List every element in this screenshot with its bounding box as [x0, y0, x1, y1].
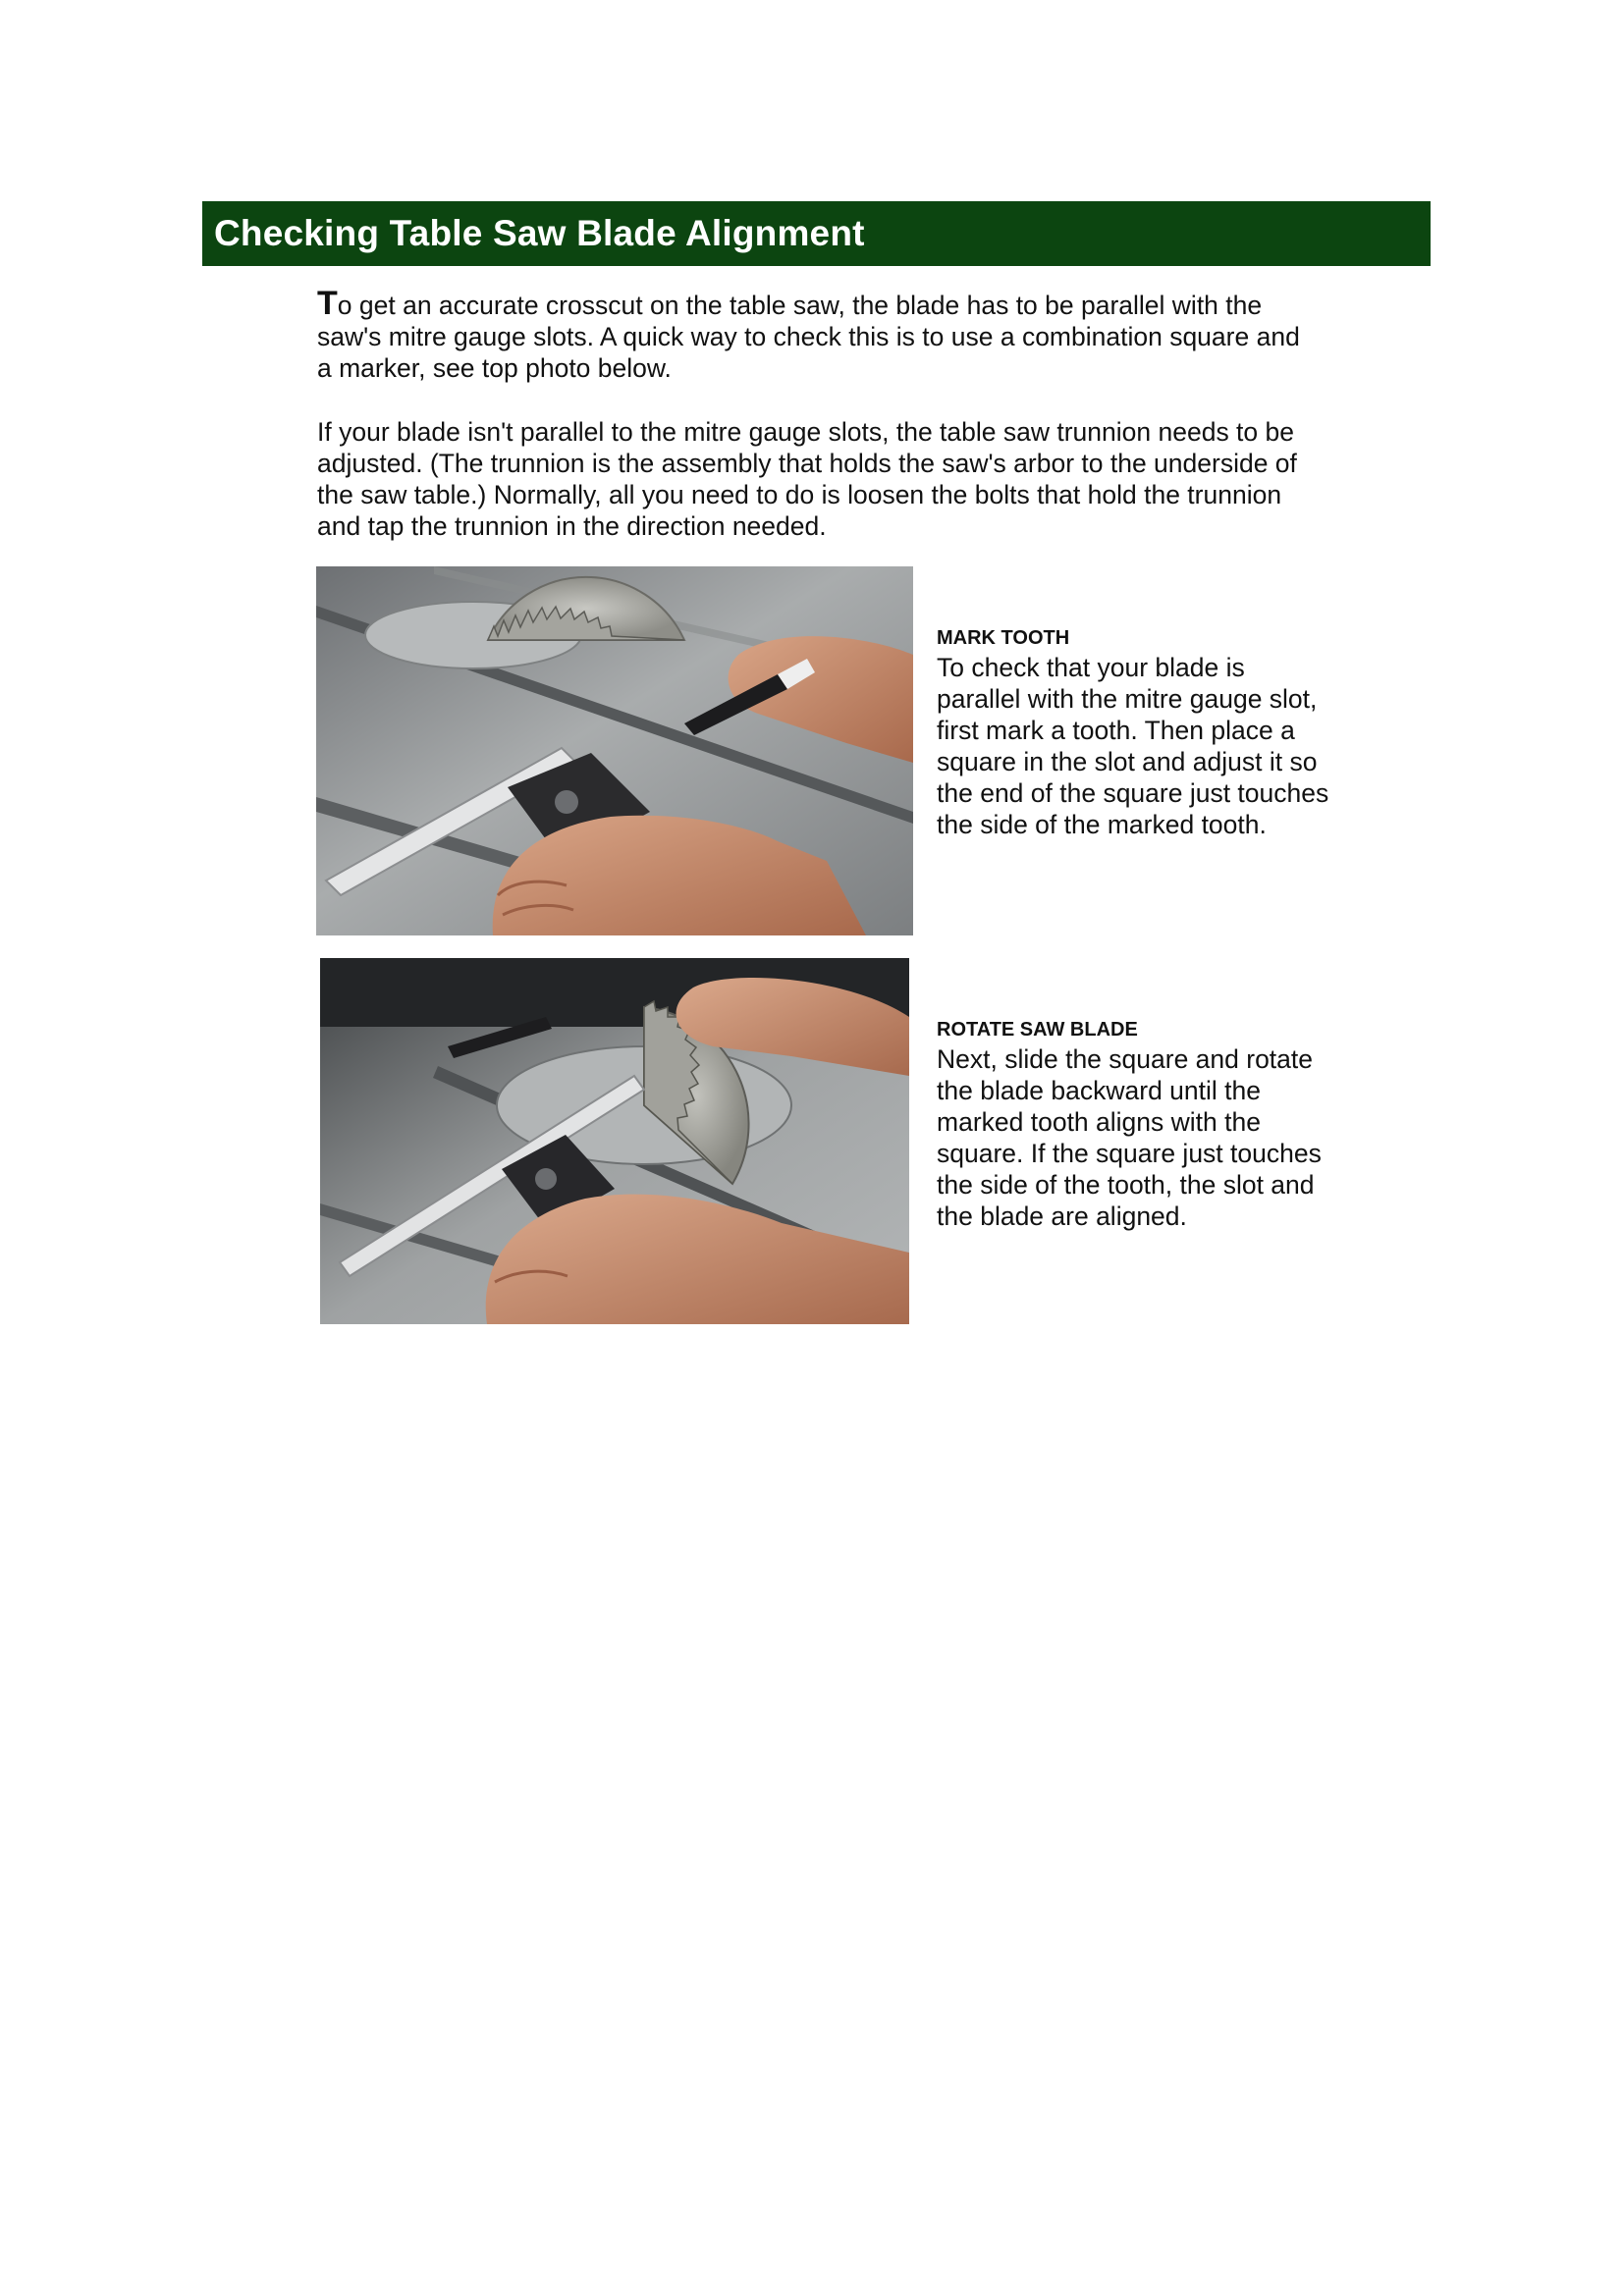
page-title: Checking Table Saw Blade Alignment — [214, 213, 865, 253]
drop-cap: T — [317, 285, 338, 322]
rotate-blade-caption — [937, 1018, 1329, 1232]
rotate-blade-photo — [320, 958, 909, 1324]
trunnion-paragraph: If your blade isn't parallel to the mitre gauge slots, the table saw trunnion needs to be adjusted. (The trunnion is the assembly that holds the saw's arbor to the underside of the saw table.) Normally, all you need to do is loosen the bolts that hold the trunnion and tap the trunnion in the direction needed. — [317, 417, 1297, 541]
title-bar — [202, 201, 1431, 266]
intro-text: o get an accurate crosscut on the table saw, the blade has to be parallel with the saw's mitre gauge slots. A quick way to check this is to use a combination square and a marker, see top photo below. — [317, 291, 1300, 383]
mark-tooth-caption — [937, 626, 1329, 840]
rotate-blade-heading: ROTATE SAW BLADE — [937, 1019, 1138, 1041]
intro-paragraph — [317, 285, 1319, 384]
mark-tooth-photo — [316, 566, 913, 935]
mark-tooth-text: To check that your blade is parallel with the mitre gauge slot, first mark a tooth. Then place a square in the slot and adjust it so the end of the square just touches the side of the marked tooth. — [937, 653, 1329, 839]
rotate-blade-text: Next, slide the square and rotate the blade backward until the marked tooth aligns with the square. If the square just touches the side of the tooth, the slot and the blade are aligned. — [937, 1044, 1322, 1231]
mark-tooth-heading: MARK TOOTH — [937, 627, 1070, 649]
